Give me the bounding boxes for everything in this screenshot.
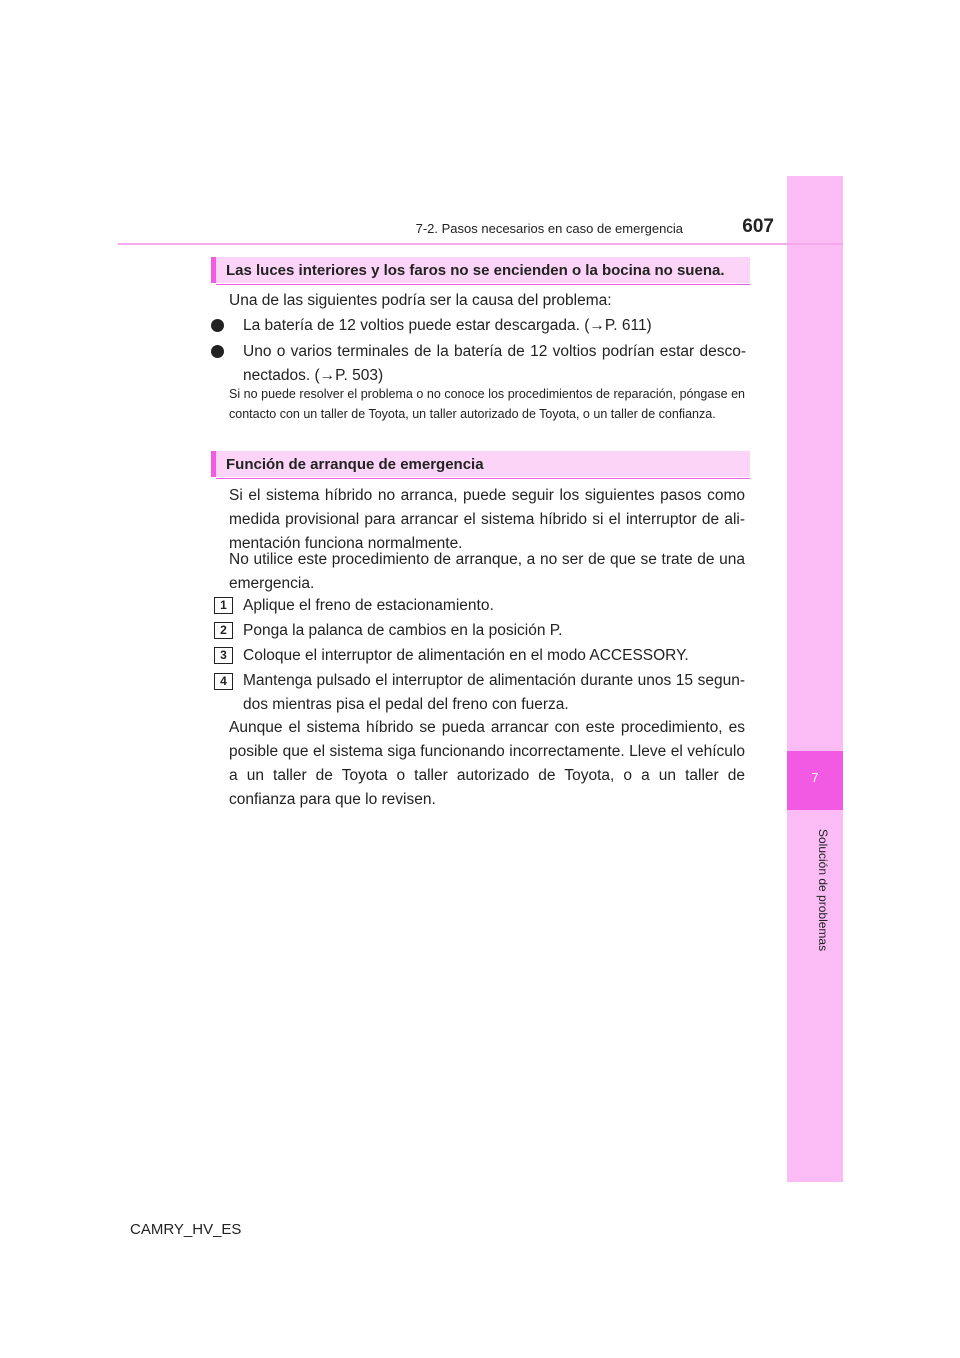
section2-paragraph-1: Si el sistema híbrido no arranca, puede seguir los siguientes pasos como medida provisional para arrancar el sistema híbrido si el interruptor de ali-mentación funciona normalmente. bbox=[229, 487, 745, 552]
section2-paragraph-2: No utilice este procedimiento de arranque, a no ser de que se trate de una emergencia. bbox=[229, 551, 745, 592]
step-text: Ponga la palanca de cambios en la posición P. bbox=[243, 622, 563, 639]
bullet-icon bbox=[211, 319, 224, 332]
bullet-icon bbox=[211, 345, 224, 358]
step-number-badge: 1 bbox=[214, 597, 233, 614]
chapter-number: 7 bbox=[811, 770, 819, 785]
document-code: CAMRY_HV_ES bbox=[130, 1221, 242, 1238]
section-heading-lights: Las luces interiores y los faros no se encienden o la bocina no suena. bbox=[211, 257, 750, 283]
section1-note: Si no puede resolver el problema o no conoce los procedimientos de reparación, póngase en contacto con un taller de Toyota, un taller autorizado de Toyota, o un taller de confianza. bbox=[229, 387, 745, 421]
section1-intro: Una de las siguientes podría ser la causa del problema: bbox=[229, 292, 612, 309]
step-text: Mantenga pulsado el interruptor de alimentación durante unos 15 segun-dos mientras pisa el pedal del freno con fuerza. bbox=[243, 672, 745, 713]
step-number-badge: 3 bbox=[214, 647, 233, 664]
step-text: Aplique el freno de estacionamiento. bbox=[243, 597, 494, 614]
chapter-side-tab bbox=[787, 176, 843, 1182]
header-section-title: 7-2. Pasos necesarios en caso de emergencia bbox=[415, 221, 683, 236]
section2-paragraph-3: Aunque el sistema híbrido se pueda arrancar con este procedimiento, es posible que el sistema siga funcionando incorrectamente. Lleve el vehículo a un taller de Toyota o taller autorizado de Toyota, o a un taller de confianza para que lo revisen. bbox=[229, 719, 745, 808]
header-divider bbox=[118, 243, 843, 245]
step-text: Coloque el interruptor de alimentación en el modo ACCESSORY. bbox=[243, 647, 689, 664]
step-number-badge: 4 bbox=[214, 673, 233, 690]
step-number-badge: 2 bbox=[214, 622, 233, 639]
bullet-text: La batería de 12 voltios puede estar descargada. (→P. 611) bbox=[243, 317, 652, 334]
page-number: 607 bbox=[742, 216, 774, 237]
bullet-text: Uno o varios terminales de la batería de 12 voltios podrían estar desco-nectados. (→P. 503) bbox=[243, 343, 746, 384]
section-heading-emergency-start: Función de arranque de emergencia bbox=[211, 451, 750, 477]
chapter-label: Solución de problemas bbox=[816, 828, 830, 952]
